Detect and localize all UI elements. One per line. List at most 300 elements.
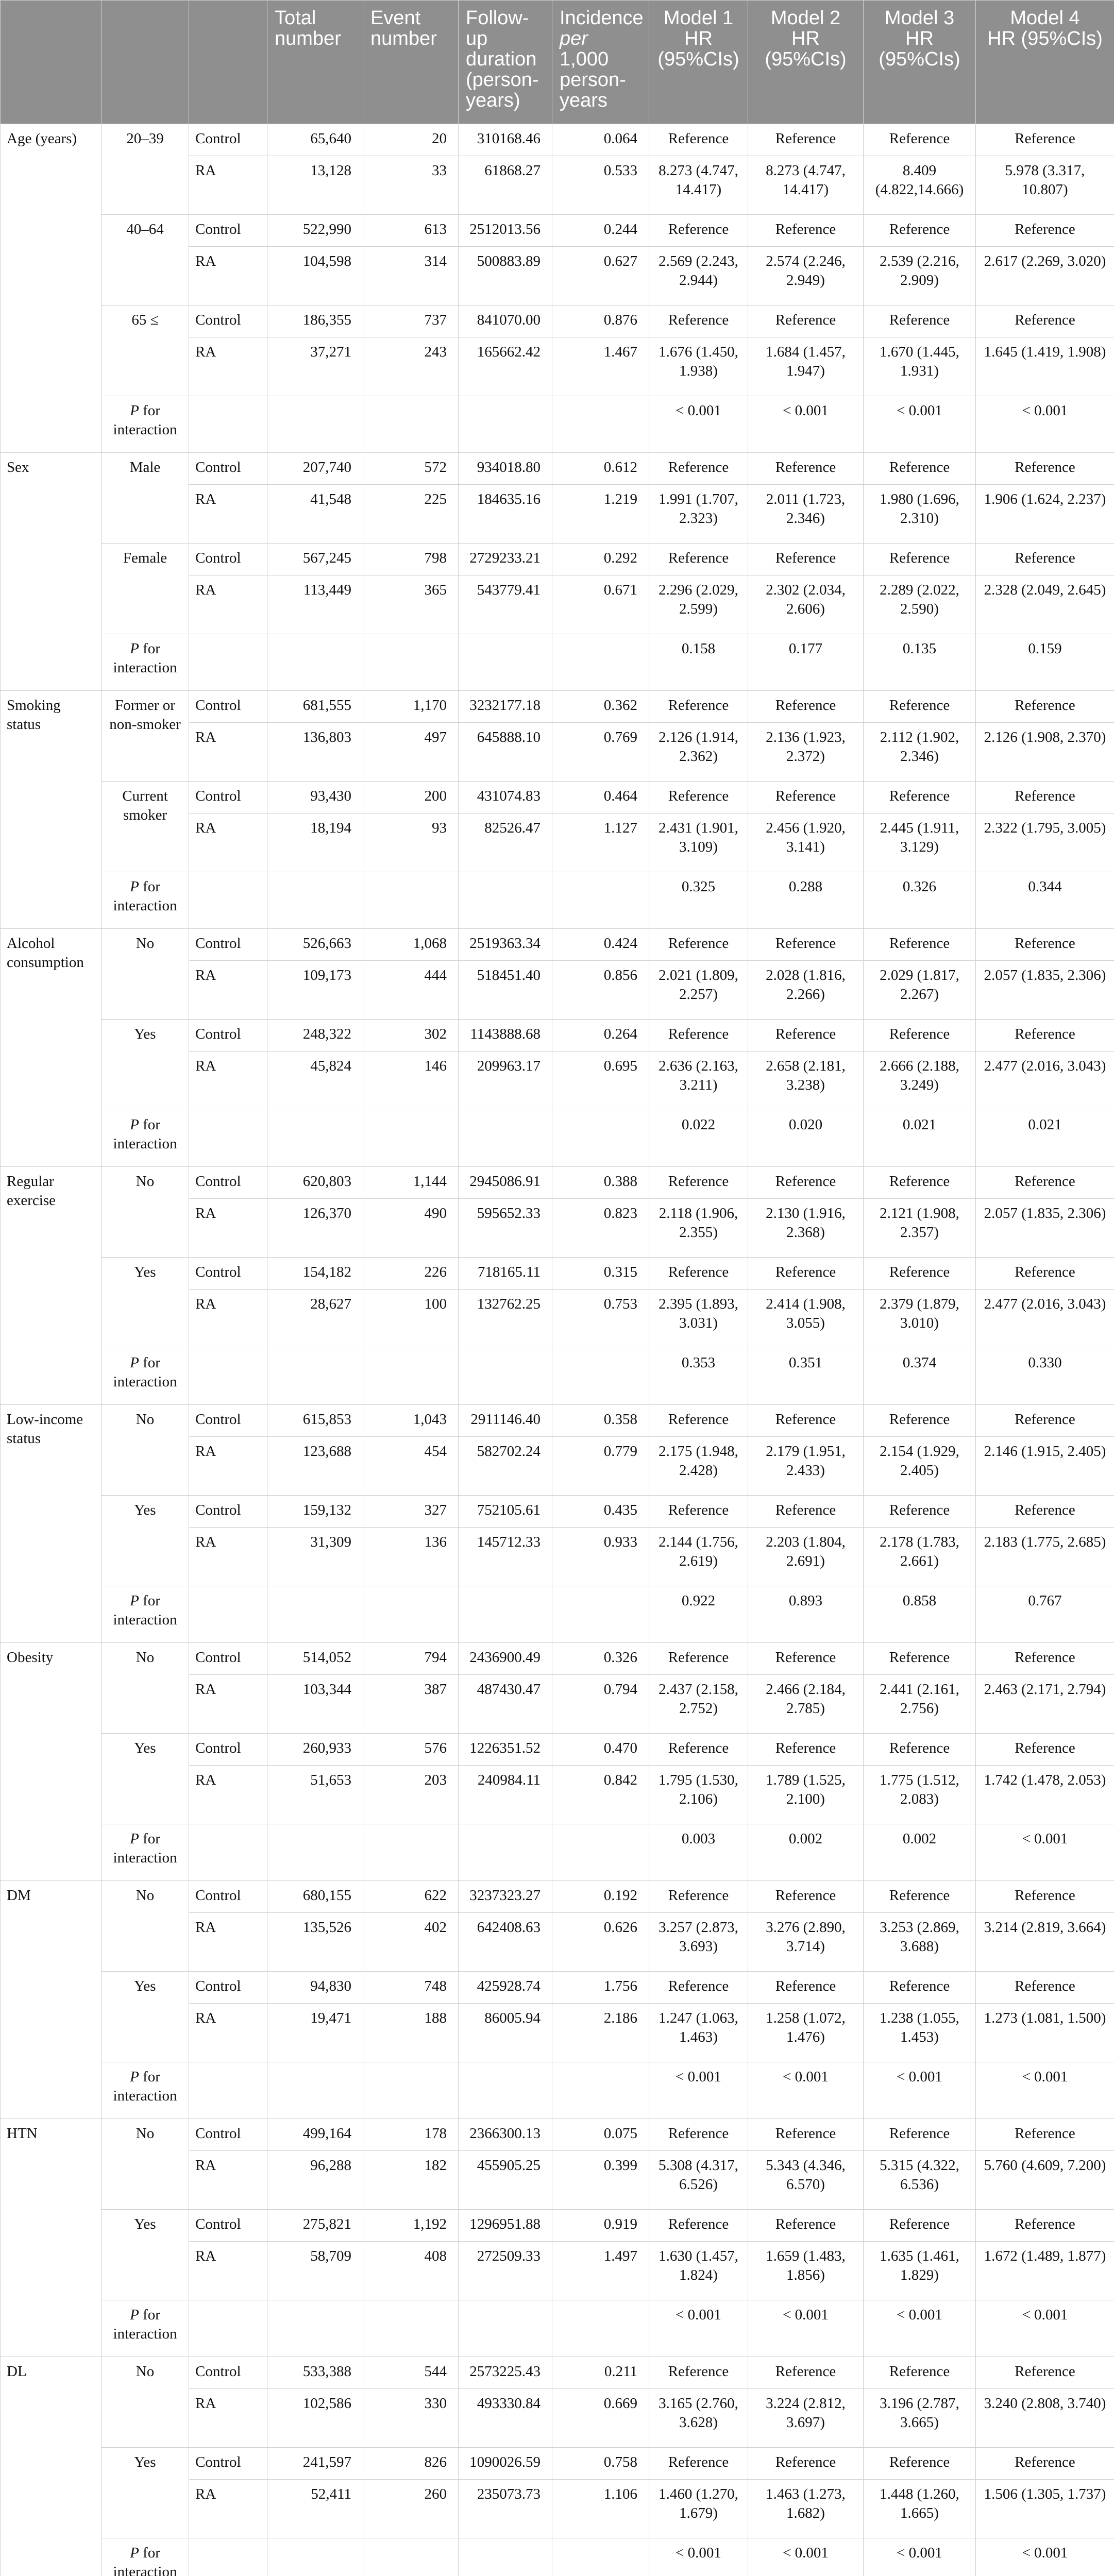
header-model-2-hr: HR (95%CIs) <box>765 28 847 70</box>
p-interaction-row <box>1 2300 1114 2357</box>
follow-up-cell: 1296951.88 <box>459 2210 552 2242</box>
follow-up-cell: 841070.00 <box>459 306 552 337</box>
variable-label: Obesity <box>1 1643 102 1881</box>
model-2-cell: Reference <box>748 1020 864 1052</box>
table-row <box>1 1972 1114 2004</box>
follow-up-cell: 431074.83 <box>459 782 552 814</box>
model-3-cell: 1.980 (1.696, 2.310) <box>864 485 976 544</box>
total-number-cell: 186,355 <box>267 306 363 337</box>
group-cell: RA <box>189 247 267 306</box>
empty-incidence <box>552 872 649 929</box>
model-4-cell: Reference <box>976 1258 1114 1290</box>
model-4-cell: 1.672 (1.489, 1.877) <box>976 2242 1114 2300</box>
event-number-cell: 794 <box>363 1643 459 1675</box>
p-label-italic: P <box>130 878 139 895</box>
header-model-1-hr: HR (95%CIs) <box>657 28 739 70</box>
empty-event <box>363 1586 459 1643</box>
p-label-text: for interaction <box>113 1354 177 1390</box>
follow-up-cell: 3232177.18 <box>459 691 552 723</box>
event-number-cell: 93 <box>363 814 459 872</box>
event-number-cell: 1,068 <box>363 929 459 961</box>
follow-up-cell: 934018.80 <box>459 453 552 485</box>
follow-up-cell: 487430.47 <box>459 1675 552 1734</box>
model-1-cell: 2.431 (1.901, 3.109) <box>649 814 748 872</box>
follow-up-cell: 2366300.13 <box>459 2119 552 2151</box>
follow-up-cell: 184635.16 <box>459 485 552 544</box>
follow-up-cell: 209963.17 <box>459 1052 552 1110</box>
empty-followup <box>459 634 552 691</box>
p-interaction-label <box>102 396 189 453</box>
event-number-cell: 408 <box>363 2242 459 2300</box>
header-incidence-c: 1,000 person-years <box>560 48 626 111</box>
p-model-1-cell: < 0.001 <box>649 2300 748 2357</box>
incidence-cell: 0.211 <box>552 2357 649 2389</box>
model-4-cell: 2.322 (1.795, 3.005) <box>976 814 1114 872</box>
model-2-cell: Reference <box>748 1405 864 1437</box>
follow-up-cell: 1143888.68 <box>459 1020 552 1052</box>
total-number-cell: 680,155 <box>267 1881 363 1913</box>
model-3-cell: Reference <box>864 1734 976 1766</box>
total-number-cell: 19,471 <box>267 2004 363 2062</box>
model-4-cell: Reference <box>976 215 1114 247</box>
model-3-cell: 2.379 (1.879, 3.010) <box>864 1290 976 1348</box>
incidence-cell: 0.695 <box>552 1052 649 1110</box>
model-1-cell: 2.437 (2.158, 2.752) <box>649 1675 748 1734</box>
header-variable <box>1 1 102 124</box>
incidence-cell: 0.933 <box>552 1528 649 1586</box>
incidence-cell: 0.823 <box>552 1199 649 1258</box>
follow-up-cell: 145712.33 <box>459 1528 552 1586</box>
incidence-cell: 0.292 <box>552 544 649 575</box>
header-event-number: Event number <box>363 1 459 124</box>
model-3-cell: 2.539 (2.216, 2.909) <box>864 247 976 306</box>
event-number-cell: 613 <box>363 215 459 247</box>
total-number-cell: 620,803 <box>267 1167 363 1199</box>
empty-event <box>363 396 459 453</box>
p-interaction-label <box>102 1586 189 1643</box>
model-4-cell: Reference <box>976 544 1114 575</box>
subgroup-label: 65 ≤ <box>102 306 189 396</box>
total-number-cell: 522,990 <box>267 215 363 247</box>
p-label-text: for interaction <box>113 1592 177 1628</box>
p-model-1-cell: 0.003 <box>649 1824 748 1881</box>
empty-incidence <box>552 2538 649 2576</box>
model-1-cell: 3.257 (2.873, 3.693) <box>649 1913 748 1972</box>
group-cell: Control <box>189 124 267 156</box>
model-2-cell: Reference <box>748 2119 864 2151</box>
model-3-cell: 2.289 (2.022, 2.590) <box>864 575 976 634</box>
header-follow-up: Follow-up duration (person-years) <box>459 1 552 124</box>
p-model-3-cell: < 0.001 <box>864 2300 976 2357</box>
model-4-cell: 2.057 (1.835, 2.306) <box>976 961 1114 1020</box>
model-4-cell: 3.240 (2.808, 3.740) <box>976 2389 1114 2448</box>
total-number-cell: 104,598 <box>267 247 363 306</box>
model-2-cell: Reference <box>748 1167 864 1199</box>
incidence-cell: 0.464 <box>552 782 649 814</box>
event-number-cell: 225 <box>363 485 459 544</box>
follow-up-cell: 595652.33 <box>459 1199 552 1258</box>
subgroup-label: Current smoker <box>102 782 189 872</box>
empty-followup <box>459 1110 552 1167</box>
group-cell: Control <box>189 2357 267 2389</box>
p-model-2-cell: 0.002 <box>748 1824 864 1881</box>
model-4-cell: Reference <box>976 929 1114 961</box>
empty-group <box>189 2300 267 2357</box>
p-model-3-cell: < 0.001 <box>864 2538 976 2576</box>
model-3-cell: Reference <box>864 1881 976 1913</box>
model-4-cell: 2.057 (1.835, 2.306) <box>976 1199 1114 1258</box>
follow-up-cell: 310168.46 <box>459 124 552 156</box>
model-2-cell: Reference <box>748 1881 864 1913</box>
header-incidence-per: per <box>560 28 588 49</box>
model-3-cell: Reference <box>864 215 976 247</box>
total-number-cell: 37,271 <box>267 337 363 396</box>
model-1-cell: 2.144 (1.756, 2.619) <box>649 1528 748 1586</box>
table-row <box>1 2357 1114 2389</box>
model-3-cell: 2.112 (1.902, 2.346) <box>864 723 976 782</box>
model-2-cell: Reference <box>748 1496 864 1528</box>
group-cell: RA <box>189 961 267 1020</box>
model-4-cell: Reference <box>976 1020 1114 1052</box>
model-2-cell: Reference <box>748 2357 864 2389</box>
header-model-3-title: Model 3 <box>884 7 955 29</box>
model-4-cell: 1.906 (1.624, 2.237) <box>976 485 1114 544</box>
table-row <box>1 782 1114 814</box>
p-model-3-cell: 0.326 <box>864 872 976 929</box>
model-1-cell: 1.795 (1.530, 2.106) <box>649 1766 748 1824</box>
incidence-cell: 0.533 <box>552 156 649 215</box>
incidence-cell: 0.753 <box>552 1290 649 1348</box>
follow-up-cell: 165662.42 <box>459 337 552 396</box>
p-model-3-cell: 0.021 <box>864 1110 976 1167</box>
model-2-cell: Reference <box>748 1734 864 1766</box>
total-number-cell: 94,830 <box>267 1972 363 2004</box>
p-model-2-cell: < 0.001 <box>748 2538 864 2576</box>
model-2-cell: Reference <box>748 691 864 723</box>
empty-followup <box>459 2062 552 2119</box>
incidence-cell: 0.876 <box>552 306 649 337</box>
incidence-cell: 0.064 <box>552 124 649 156</box>
group-cell: Control <box>189 929 267 961</box>
model-1-cell: 2.126 (1.914, 2.362) <box>649 723 748 782</box>
event-number-cell: 622 <box>363 1881 459 1913</box>
p-model-1-cell: 0.922 <box>649 1586 748 1643</box>
p-model-2-cell: < 0.001 <box>748 396 864 453</box>
total-number-cell: 615,853 <box>267 1405 363 1437</box>
header-group <box>189 1 267 124</box>
model-3-cell: Reference <box>864 2119 976 2151</box>
group-cell: Control <box>189 1734 267 1766</box>
table-row <box>1 124 1114 156</box>
empty-incidence <box>552 1110 649 1167</box>
model-1-cell: 3.165 (2.760, 3.628) <box>649 2389 748 2448</box>
model-2-cell: Reference <box>748 929 864 961</box>
model-4-cell: Reference <box>976 2357 1114 2389</box>
incidence-cell: 0.244 <box>552 215 649 247</box>
empty-incidence <box>552 1348 649 1405</box>
model-2-cell: Reference <box>748 544 864 575</box>
event-number-cell: 100 <box>363 1290 459 1348</box>
follow-up-cell: 2911146.40 <box>459 1405 552 1437</box>
model-3-cell: Reference <box>864 1258 976 1290</box>
p-interaction-row <box>1 872 1114 929</box>
model-2-cell: 2.011 (1.723, 2.346) <box>748 485 864 544</box>
subgroup-label: Yes <box>102 1734 189 1824</box>
p-interaction-label <box>102 1348 189 1405</box>
p-model-4-cell: < 0.001 <box>976 2062 1114 2119</box>
variable-label: DL <box>1 2357 102 2576</box>
event-number-cell: 260 <box>363 2480 459 2538</box>
incidence-cell: 1.756 <box>552 1972 649 2004</box>
follow-up-cell: 86005.94 <box>459 2004 552 2062</box>
p-model-4-cell: < 0.001 <box>976 1824 1114 1881</box>
p-interaction-row <box>1 634 1114 691</box>
p-model-1-cell: < 0.001 <box>649 2538 748 2576</box>
incidence-cell: 0.779 <box>552 1437 649 1496</box>
incidence-cell: 2.186 <box>552 2004 649 2062</box>
subgroup-label: Yes <box>102 1972 189 2062</box>
header-incidence <box>552 1 649 124</box>
incidence-cell: 0.919 <box>552 2210 649 2242</box>
event-number-cell: 444 <box>363 961 459 1020</box>
model-2-cell: 2.658 (2.181, 3.238) <box>748 1052 864 1110</box>
model-1-cell: 1.630 (1.457, 1.824) <box>649 2242 748 2300</box>
p-label-italic: P <box>130 640 139 657</box>
p-interaction-label <box>102 2300 189 2357</box>
model-1-cell: Reference <box>649 1496 748 1528</box>
follow-up-cell: 455905.25 <box>459 2151 552 2210</box>
event-number-cell: 182 <box>363 2151 459 2210</box>
event-number-cell: 136 <box>363 1528 459 1586</box>
table-row <box>1 2210 1114 2242</box>
variable-label: Low-income status <box>1 1405 102 1643</box>
model-3-cell: 5.315 (4.322, 6.536) <box>864 2151 976 2210</box>
header-model-4 <box>976 1 1114 124</box>
model-1-cell: 5.308 (4.317, 6.526) <box>649 2151 748 2210</box>
empty-incidence <box>552 396 649 453</box>
total-number-cell: 241,597 <box>267 2448 363 2480</box>
p-interaction-label <box>102 2538 189 2576</box>
follow-up-cell: 82526.47 <box>459 814 552 872</box>
model-4-cell: Reference <box>976 782 1114 814</box>
empty-incidence <box>552 2062 649 2119</box>
empty-total <box>267 2538 363 2576</box>
model-1-cell: Reference <box>649 2210 748 2242</box>
p-label-text: for interaction <box>113 402 177 438</box>
model-2-cell: 2.028 (1.816, 2.266) <box>748 961 864 1020</box>
follow-up-cell: 240984.11 <box>459 1766 552 1824</box>
empty-group <box>189 2538 267 2576</box>
incidence-cell: 0.388 <box>552 1167 649 1199</box>
event-number-cell: 737 <box>363 306 459 337</box>
follow-up-cell: 272509.33 <box>459 2242 552 2300</box>
model-4-cell: Reference <box>976 1734 1114 1766</box>
header-incidence-a: Incidence <box>560 7 644 29</box>
total-number-cell: 18,194 <box>267 814 363 872</box>
variable-label: DM <box>1 1881 102 2119</box>
total-number-cell: 28,627 <box>267 1290 363 1348</box>
table-row <box>1 929 1114 961</box>
incidence-cell: 0.769 <box>552 723 649 782</box>
model-4-cell: 2.617 (2.269, 3.020) <box>976 247 1114 306</box>
model-3-cell: 1.775 (1.512, 2.083) <box>864 1766 976 1824</box>
empty-incidence <box>552 2300 649 2357</box>
model-1-cell: Reference <box>649 306 748 337</box>
p-label-text: for interaction <box>113 1831 177 1866</box>
empty-group <box>189 634 267 691</box>
subgroup-label: Male <box>102 453 189 544</box>
incidence-cell: 0.192 <box>552 1881 649 1913</box>
p-model-4-cell: < 0.001 <box>976 396 1114 453</box>
group-cell: RA <box>189 337 267 396</box>
table-row <box>1 2448 1114 2480</box>
empty-total <box>267 872 363 929</box>
empty-followup <box>459 1824 552 1881</box>
model-2-cell: 2.414 (1.908, 3.055) <box>748 1290 864 1348</box>
follow-up-cell: 1226351.52 <box>459 1734 552 1766</box>
incidence-cell: 1.497 <box>552 2242 649 2300</box>
event-number-cell: 302 <box>363 1020 459 1052</box>
model-4-cell: 1.273 (1.081, 1.500) <box>976 2004 1114 2062</box>
event-number-cell: 146 <box>363 1052 459 1110</box>
event-number-cell: 226 <box>363 1258 459 1290</box>
event-number-cell: 365 <box>363 575 459 634</box>
group-cell: RA <box>189 723 267 782</box>
incidence-cell: 0.358 <box>552 1405 649 1437</box>
model-3-cell: Reference <box>864 929 976 961</box>
incidence-cell: 0.842 <box>552 1766 649 1824</box>
follow-up-cell: 132762.25 <box>459 1290 552 1348</box>
model-1-cell: Reference <box>649 2357 748 2389</box>
model-2-cell: 5.343 (4.346, 6.570) <box>748 2151 864 2210</box>
empty-event <box>363 2300 459 2357</box>
model-2-cell: 2.574 (2.246, 2.949) <box>748 247 864 306</box>
p-interaction-label <box>102 1824 189 1881</box>
model-3-cell: 1.238 (1.055, 1.453) <box>864 2004 976 2062</box>
total-number-cell: 154,182 <box>267 1258 363 1290</box>
model-4-cell: Reference <box>976 1496 1114 1528</box>
model-4-cell: 5.760 (4.609, 7.200) <box>976 2151 1114 2210</box>
model-1-cell: 2.175 (1.948, 2.428) <box>649 1437 748 1496</box>
p-model-4-cell: 0.159 <box>976 634 1114 691</box>
header-subgroup <box>102 1 189 124</box>
empty-event <box>363 1824 459 1881</box>
model-2-cell: 3.276 (2.890, 3.714) <box>748 1913 864 1972</box>
p-model-4-cell: < 0.001 <box>976 2300 1114 2357</box>
p-interaction-row <box>1 1110 1114 1167</box>
group-cell: Control <box>189 1020 267 1052</box>
model-1-cell: 1.991 (1.707, 2.323) <box>649 485 748 544</box>
model-1-cell: 1.247 (1.063, 1.463) <box>649 2004 748 2062</box>
table-row <box>1 1734 1114 1766</box>
group-cell: RA <box>189 1913 267 1972</box>
model-2-cell: 2.456 (1.920, 3.141) <box>748 814 864 872</box>
event-number-cell: 20 <box>363 124 459 156</box>
model-2-cell: Reference <box>748 215 864 247</box>
event-number-cell: 497 <box>363 723 459 782</box>
model-2-cell: Reference <box>748 2210 864 2242</box>
p-label-text: for interaction <box>113 640 177 676</box>
p-model-3-cell: < 0.001 <box>864 396 976 453</box>
follow-up-cell: 493330.84 <box>459 2389 552 2448</box>
follow-up-cell: 518451.40 <box>459 961 552 1020</box>
p-model-2-cell: 0.351 <box>748 1348 864 1405</box>
model-3-cell: Reference <box>864 1020 976 1052</box>
model-4-cell: 2.183 (1.775, 2.685) <box>976 1528 1114 1586</box>
subgroup-label: No <box>102 1881 189 1972</box>
empty-total <box>267 2300 363 2357</box>
model-3-cell: 2.666 (2.188, 3.249) <box>864 1052 976 1110</box>
p-label-italic: P <box>130 2307 139 2323</box>
model-4-cell: 2.477 (2.016, 3.043) <box>976 1290 1114 1348</box>
p-model-3-cell: 0.002 <box>864 1824 976 1881</box>
model-4-cell: 2.146 (1.915, 2.405) <box>976 1437 1114 1496</box>
group-cell: Control <box>189 453 267 485</box>
model-4-cell: Reference <box>976 1881 1114 1913</box>
empty-total <box>267 1110 363 1167</box>
p-model-2-cell: 0.020 <box>748 1110 864 1167</box>
model-3-cell: Reference <box>864 1643 976 1675</box>
total-number-cell: 567,245 <box>267 544 363 575</box>
empty-total <box>267 396 363 453</box>
group-cell: Control <box>189 1881 267 1913</box>
empty-group <box>189 396 267 453</box>
p-model-4-cell: 0.021 <box>976 1110 1114 1167</box>
header-model-3-hr: HR (95%CIs) <box>879 28 960 70</box>
model-4-cell: 2.477 (2.016, 3.043) <box>976 1052 1114 1110</box>
p-label-text: for interaction <box>113 2307 177 2342</box>
total-number-cell: 514,052 <box>267 1643 363 1675</box>
p-label-italic: P <box>130 402 139 419</box>
p-model-2-cell: 0.288 <box>748 872 864 929</box>
event-number-cell: 387 <box>363 1675 459 1734</box>
model-1-cell: 2.395 (1.893, 3.031) <box>649 1290 748 1348</box>
p-model-1-cell: 0.158 <box>649 634 748 691</box>
incidence-cell: 0.399 <box>552 2151 649 2210</box>
p-label-text: for interaction <box>113 2069 177 2104</box>
p-model-3-cell: 0.374 <box>864 1348 976 1405</box>
model-1-cell: Reference <box>649 2448 748 2480</box>
model-4-cell: 1.506 (1.305, 1.737) <box>976 2480 1114 2538</box>
p-interaction-label <box>102 1110 189 1167</box>
model-2-cell: 3.224 (2.812, 3.697) <box>748 2389 864 2448</box>
model-1-cell: Reference <box>649 215 748 247</box>
model-3-cell: 8.409 (4.822,14.666) <box>864 156 976 215</box>
model-1-cell: Reference <box>649 2119 748 2151</box>
follow-up-cell: 2573225.43 <box>459 2357 552 2389</box>
follow-up-cell: 235073.73 <box>459 2480 552 2538</box>
table-row <box>1 1405 1114 1437</box>
model-1-cell: Reference <box>649 453 748 485</box>
incidence-cell: 0.626 <box>552 1913 649 1972</box>
model-1-cell: Reference <box>649 124 748 156</box>
subgroup-label: No <box>102 2357 189 2448</box>
header-total-number: Total number <box>267 1 363 124</box>
model-3-cell: Reference <box>864 1972 976 2004</box>
empty-group <box>189 1586 267 1643</box>
header-model-4-hr: HR (95%CIs) <box>987 28 1103 49</box>
group-cell: RA <box>189 2480 267 2538</box>
incidence-cell: 0.669 <box>552 2389 649 2448</box>
follow-up-cell: 718165.11 <box>459 1258 552 1290</box>
group-cell: RA <box>189 485 267 544</box>
subgroup-label: Yes <box>102 2448 189 2538</box>
group-cell: Control <box>189 782 267 814</box>
group-cell: RA <box>189 2389 267 2448</box>
p-interaction-row <box>1 2538 1114 2576</box>
model-2-cell: 2.203 (1.804, 2.691) <box>748 1528 864 1586</box>
group-cell: RA <box>189 1052 267 1110</box>
